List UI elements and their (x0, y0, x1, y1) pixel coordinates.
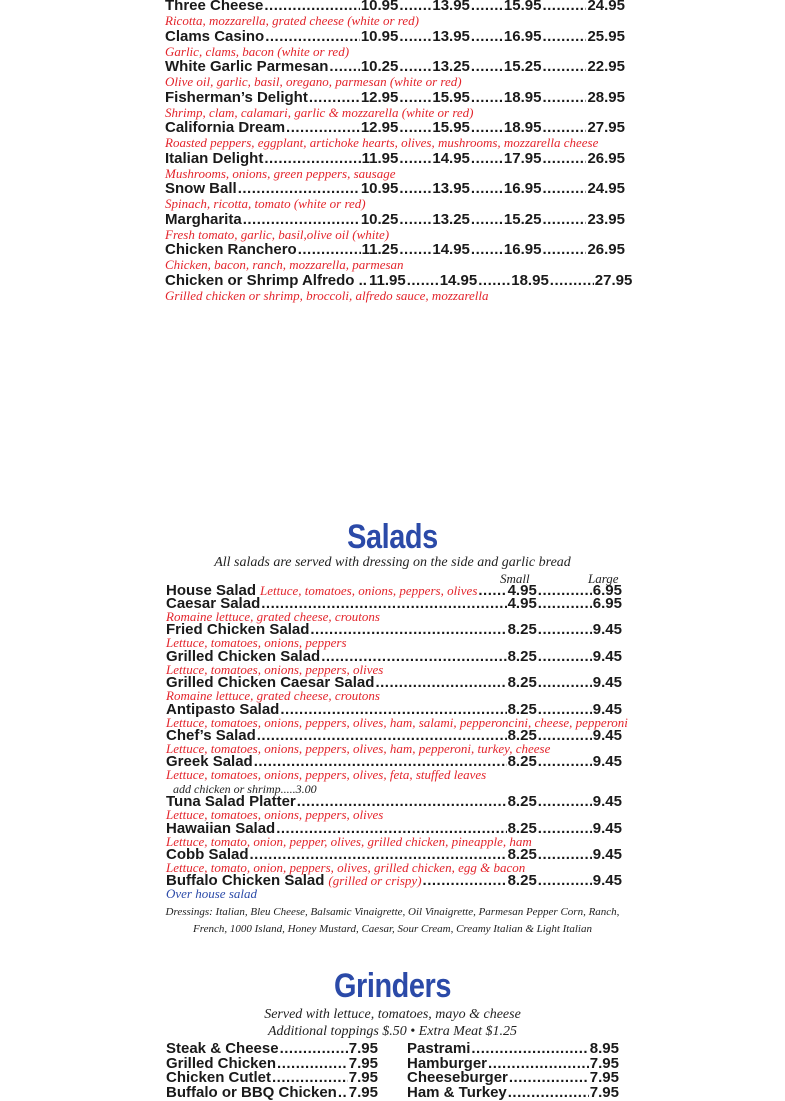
pizza-price: 24.95 (587, 0, 625, 14)
salad-name: Cobb Salad (166, 845, 249, 863)
salad-description: Romaine lettuce, grated cheese, croutons (166, 609, 380, 624)
leader-dots (542, 180, 586, 197)
grinder-row (166, 1056, 378, 1071)
salad-price-large: 9.45 (592, 674, 622, 692)
leader-dots (550, 272, 594, 289)
leader-dots (478, 272, 510, 289)
pizza-description: Roasted peppers, eggplant, artichoke hearts, olives, mushrooms, mozzarella cheese (165, 135, 599, 150)
salad-name: Fried Chicken Salad (166, 621, 310, 639)
pizza-price: 10.95 (360, 180, 399, 197)
leader-dots (538, 650, 592, 664)
pizza-price: 13.95 (432, 27, 470, 45)
salad-description: Lettuce, tomatoes, onions, peppers, olives (166, 807, 384, 823)
salad-name: House Salad (166, 582, 257, 599)
salad-description: Lettuce, tomatoes, onions, peppers, olives, feta, stuffed leaves (166, 767, 487, 783)
pizza-price: 10.25 (360, 210, 399, 228)
grinder-name: Chicken Cutlet (166, 1069, 272, 1086)
salad-price-small: 4.95 (507, 582, 537, 599)
salad-price-small: 4.95 (507, 595, 537, 612)
salad-description: Lettuce, tomatoes, onions, peppers, olives, ham, salami, pepperoncini, cheese, pepperoni (166, 714, 628, 730)
pizza-description: Shrimp, clam, calamari, garlic & mozzarella (white or red) (165, 104, 474, 120)
leader-dots (538, 597, 592, 611)
salad-row (166, 647, 622, 665)
leader-dots (508, 1085, 589, 1100)
salad-name: Greek Salad (166, 753, 253, 771)
salad-price-large: 6.95 (592, 595, 622, 612)
salad-price-small: 8.25 (507, 647, 537, 665)
pizza-price: 10.95 (360, 27, 399, 45)
grinder-row (166, 1041, 378, 1056)
pizza-name: California Dream (165, 119, 286, 136)
salad-price-large: 9.45 (592, 819, 622, 837)
salad-name: Grilled Chicken Caesar Salad (166, 674, 375, 692)
grinder-name: Cheeseburger (407, 1069, 508, 1086)
leader-dots (538, 623, 592, 637)
pizza-price: 10.95 (360, 0, 399, 14)
pizza-row (165, 119, 625, 135)
salad-name: Antipasto Salad (166, 700, 280, 718)
salad-price-small: 8.25 (507, 621, 537, 639)
leader-dots (538, 874, 592, 888)
pizza-description: Spinach, ricotta, tomato (white or red) (165, 196, 366, 211)
pizza-price: 18.95 (503, 88, 542, 106)
leader-dots (471, 58, 503, 75)
leader-dots (478, 584, 506, 598)
pizza-price: 15.95 (503, 0, 542, 14)
pizza-price: 17.95 (503, 149, 542, 167)
leader-dots (399, 0, 431, 14)
pizza-price: 12.95 (360, 88, 399, 106)
pizza-price: 28.95 (587, 88, 625, 106)
leader-dots (538, 795, 592, 809)
leader-dots (238, 180, 360, 197)
pizza-name: Margharita (165, 210, 242, 228)
salad-description: Lettuce, tomatoes, onions, peppers (166, 635, 347, 651)
leader-dots (542, 0, 586, 14)
pizza-price: 26.95 (587, 241, 625, 258)
leader-dots (509, 1070, 589, 1085)
leader-dots (538, 676, 592, 690)
leader-dots (471, 150, 503, 167)
pizza-name: Fisherman’s Delight (165, 88, 308, 106)
pizza-price: 15.95 (432, 88, 470, 106)
pizza-name: Three Cheese (165, 0, 264, 14)
salad-price-large: 9.45 (592, 647, 622, 665)
grinders-heading-wrap (0, 967, 785, 1006)
pizza-row (165, 271, 633, 289)
pizza-price: 16.95 (503, 241, 542, 258)
pizza-price: 11.95 (361, 149, 399, 167)
leader-dots (542, 211, 586, 228)
grinders-right-list (407, 1041, 619, 1099)
grinder-price: 7.95 (348, 1069, 378, 1086)
grinder-price: 7.95 (589, 1083, 619, 1101)
grinder-row (166, 1085, 378, 1100)
leader-dots (277, 1056, 348, 1071)
pizza-price: 18.95 (511, 271, 549, 289)
salads-subtitle: All salads are served with dressing on the side and garlic bread (214, 555, 571, 570)
salad-description: Lettuce, tomato, onion, pepper, olives, grilled chicken, pineapple, ham (166, 833, 532, 849)
dressings-line-1: Dressings: Italian, Bleu Cheese, Balsamic Vinaigrette, Oil Vinaigrette, Parmesan Pepper Corn, Ranch, (165, 906, 620, 918)
pizza-description: Grilled chicken or shrimp, broccoli, alfredo sauce, mozzarella (165, 287, 489, 303)
grinder-name: Steak & Cheese (166, 1040, 279, 1057)
salad-description: Lettuce, tomato, onion, peppers, olives, grilled chicken, egg & bacon (166, 859, 526, 875)
salad-description: Romaine lettuce, grated cheese, croutons (166, 688, 380, 704)
pizza-list (165, 0, 633, 303)
salad-price-large: 9.45 (592, 726, 622, 744)
leader-dots (298, 241, 361, 258)
leader-dots (399, 241, 431, 258)
salad-description: Lettuce, tomatoes, onions, peppers, olives, ham, pepperoni, turkey, cheese (166, 740, 551, 756)
dressings-line-2: French, 1000 Island, Honey Mustard, Caesar, Sour Cream, Creamy Italian & Light Italian (193, 923, 592, 935)
leader-dots (538, 584, 592, 598)
pizza-price: 15.95 (432, 119, 470, 136)
pizza-price: 26.95 (587, 149, 625, 167)
pizza-price: 18.95 (503, 119, 542, 136)
leader-dots (286, 119, 360, 136)
grinder-name: Buffalo or BBQ Chicken (166, 1083, 337, 1101)
pizza-price: 16.95 (503, 27, 542, 45)
grinder-price: 7.95 (589, 1054, 619, 1072)
salad-name: Caesar Salad (166, 595, 261, 612)
salads-heading-wrap (0, 518, 785, 557)
pizza-price: 13.25 (432, 210, 470, 228)
salad-price-small: 8.25 (507, 674, 537, 692)
leader-dots (542, 241, 586, 258)
leader-dots (399, 58, 431, 75)
salad-price-large: 9.45 (592, 872, 622, 890)
salad-row (166, 726, 622, 744)
leader-dots (538, 848, 592, 862)
salad-extra-note: add chicken or shrimp.....3.00 (173, 781, 317, 796)
pizza-price: 15.25 (503, 58, 542, 75)
pizza-price: 14.95 (439, 271, 478, 289)
pizza-price: 25.95 (587, 27, 625, 45)
pizza-price: 15.25 (503, 210, 542, 228)
leader-dots (338, 1085, 348, 1100)
grinder-price: 7.95 (348, 1054, 378, 1072)
pizza-price: 22.95 (587, 58, 625, 75)
salad-name: Tuna Salad Platter (166, 793, 296, 811)
salad-description: Lettuce, tomatoes, onions, peppers, olives (166, 661, 384, 677)
salad-name: Chef’s Salad (166, 726, 256, 744)
leader-dots (399, 89, 431, 106)
leader-dots (471, 1041, 588, 1056)
leader-dots (423, 874, 507, 888)
salad-name: Hawaiian Salad (166, 819, 276, 837)
salad-row (166, 819, 622, 837)
leader-dots (375, 676, 506, 690)
leader-dots (407, 272, 439, 289)
leader-dots (265, 28, 360, 45)
pizza-price: 16.95 (503, 180, 542, 197)
leader-dots (538, 822, 592, 836)
salad-name: Grilled Chicken Salad (166, 647, 321, 665)
col-small-label: Small (500, 571, 530, 586)
grinder-row (166, 1070, 378, 1085)
pizza-description: Mushrooms, onions, green peppers, sausage (165, 165, 396, 181)
leader-dots (471, 180, 503, 197)
salad-price-small: 8.25 (507, 819, 537, 837)
leader-dots (542, 119, 586, 136)
salad-price-large: 9.45 (592, 793, 622, 811)
leader-dots (471, 211, 503, 228)
salad-description: Over house salad (166, 886, 257, 902)
salad-price-small: 8.25 (507, 726, 537, 744)
salad-inline-note: Lettuce, tomatoes, onions, peppers, olives (260, 583, 478, 598)
leader-dots (471, 0, 503, 14)
leader-dots (471, 119, 503, 136)
salad-price-small: 8.25 (507, 700, 537, 718)
salad-price-small: 8.25 (507, 793, 537, 811)
grinders-subtitle-2: Additional toppings $.50 • Extra Meat $1.25 (267, 1024, 518, 1039)
grinder-row (407, 1056, 619, 1071)
salad-price-small: 8.25 (507, 753, 537, 771)
col-large-label: Large (588, 571, 619, 586)
pizza-price: 13.25 (432, 58, 470, 75)
leader-dots (399, 119, 431, 136)
grinders-subtitle-1: Served with lettuce, tomatoes, mayo & cheese (264, 1007, 521, 1022)
salads-heading: Salads (347, 518, 438, 556)
salad-list (166, 582, 628, 902)
pizza-name: Clams Casino (165, 27, 265, 45)
pizza-row (165, 58, 625, 74)
leader-dots (471, 241, 503, 258)
pizza-row (165, 0, 625, 13)
pizza-price: 27.95 (594, 271, 633, 289)
leader-dots (399, 28, 431, 45)
salad-price-large: 9.45 (592, 621, 622, 639)
grinders-heading: Grinders (333, 967, 452, 1005)
leader-dots (542, 28, 586, 45)
salad-name: Buffalo Chicken Salad (166, 872, 325, 890)
pizza-description: Olive oil, garlic, basil, oregano, parmesan (white or red) (165, 74, 462, 89)
grinder-name: Ham & Turkey (407, 1083, 507, 1101)
salad-row (166, 845, 622, 863)
salad-price-large: 6.95 (592, 582, 622, 599)
leader-dots (399, 150, 431, 167)
salad-price-large: 9.45 (592, 845, 622, 863)
pizza-name: Italian Delight (165, 149, 264, 167)
grinder-price: 7.95 (589, 1069, 619, 1086)
pizza-row (165, 150, 625, 166)
salad-inline-note: (grilled or crispy) (328, 873, 422, 889)
salad-price-large: 9.45 (592, 753, 622, 771)
pizza-name: Chicken Ranchero (165, 241, 297, 258)
leader-dots (329, 58, 359, 75)
grinder-price: 7.95 (348, 1083, 378, 1101)
pizza-price: 13.95 (432, 0, 470, 14)
pizza-name: White Garlic Parmesan (165, 58, 329, 75)
pizza-row (165, 89, 625, 105)
pizza-row (165, 28, 625, 44)
leader-dots (399, 211, 431, 228)
leader-dots (542, 150, 586, 167)
grinder-price: 8.95 (589, 1040, 619, 1057)
leader-dots (399, 180, 431, 197)
leader-dots (272, 1070, 348, 1085)
leader-dots (542, 58, 586, 75)
leader-dots (538, 755, 592, 769)
pizza-row (165, 241, 625, 257)
pizza-price: 13.95 (432, 180, 470, 197)
grinder-row (407, 1085, 619, 1100)
pizza-name: Chicken or Shrimp Alfredo .. (165, 271, 367, 289)
pizza-row (165, 180, 625, 196)
pizza-description: Fresh tomato, garlic, basil,olive oil (white) (165, 226, 390, 242)
pizza-price: 14.95 (432, 241, 470, 258)
salad-price-small: 8.25 (507, 845, 537, 863)
leader-dots (264, 150, 360, 167)
pizza-description: Garlic, clams, bacon (white or red) (165, 43, 350, 59)
grinder-row (407, 1041, 619, 1056)
pizza-price: 23.95 (587, 210, 625, 228)
pizza-description: Ricotta, mozzarella, grated cheese (white or red) (165, 13, 419, 28)
salad-price-large: 9.45 (592, 700, 622, 718)
grinder-row (407, 1070, 619, 1085)
grinder-name: Grilled Chicken (166, 1054, 277, 1072)
leader-dots (471, 89, 503, 106)
grinder-price: 7.95 (348, 1040, 378, 1057)
pizza-price: 10.25 (360, 58, 399, 75)
pizza-price: 11.25 (361, 241, 399, 258)
pizza-price: 24.95 (587, 180, 625, 197)
grinders-left-list (166, 1041, 378, 1099)
leader-dots (280, 1041, 348, 1056)
leader-dots (542, 89, 586, 106)
leader-dots (309, 89, 360, 106)
salad-row (166, 700, 622, 718)
grinder-name: Pastrami (407, 1040, 471, 1057)
pizza-price: 12.95 (360, 119, 399, 136)
pizza-name: Snow Ball (165, 180, 237, 197)
salad-price-small: 8.25 (507, 872, 537, 890)
leader-dots (264, 0, 359, 14)
leader-dots (471, 28, 503, 45)
grinder-name: Hamburger (407, 1054, 488, 1072)
pizza-description: Chicken, bacon, ranch, mozzarella, parmesan (165, 257, 404, 272)
pizza-row (165, 211, 625, 227)
pizza-price: 27.95 (587, 119, 625, 136)
leader-dots (243, 211, 360, 228)
pizza-price: 14.95 (432, 149, 470, 167)
pizza-price: 11.95 (368, 271, 406, 289)
